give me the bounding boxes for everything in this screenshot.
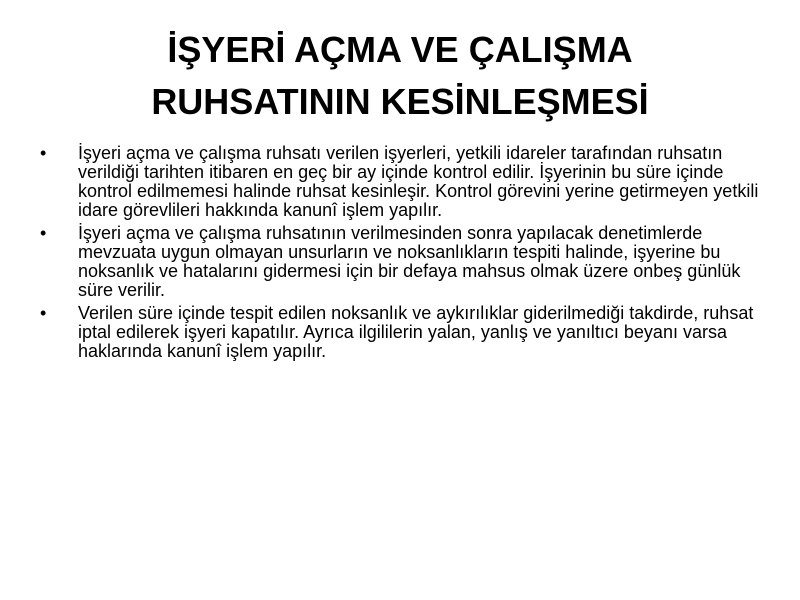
- slide-title-line-2: RUHSATININ KESİNLEŞMESİ: [151, 81, 649, 122]
- bullet-item-3: [40, 304, 760, 361]
- slide-title: [40, 24, 760, 128]
- bullet-icon: •: [40, 303, 47, 323]
- bullet-item-2: [40, 224, 760, 300]
- bullet-item-1: [40, 144, 760, 220]
- bullet-text-2: İşyeri açma ve çalışma ruhsatının verilmesinden sonra yapılacak denetimlerde mevzuata uygun olmayan unsurların ve noksanlıkların tespiti halinde, işyerine bu noksanlık ve hatalarını gidermesi için bir defaya mahsus olmak üzere onbeş günlük süre verilir.: [78, 223, 741, 300]
- bullet-list: [40, 144, 760, 365]
- slide-title-line-1: İŞYERİ AÇMA VE ÇALIŞMA: [167, 29, 633, 70]
- bullet-text-3: Verilen süre içinde tespit edilen noksanlık ve aykırılıklar giderilmediği takdirde, ruhsat iptal edilerek işyeri kapatılır. Ayrıca ilgililerin yalan, yanlış ve yanıltıcı beyanı varsa haklarında kanunî işlem yapılır.: [78, 303, 754, 361]
- bullet-icon: •: [40, 143, 47, 163]
- bullet-text-1: İşyeri açma ve çalışma ruhsatı verilen işyerleri, yetkili idareler tarafından ruhsatın verildiği tarihten itibaren en geç bir ay içinde kontrol edilir. İşyerinin bu süre içinde kontrol edilmemesi halinde ruhsat kesinleşir. Kontrol görevini yerine getirmeyen yetkili idare görevlileri hakkında kanunî işlem yapılır.: [78, 143, 759, 220]
- bullet-icon: •: [40, 223, 47, 243]
